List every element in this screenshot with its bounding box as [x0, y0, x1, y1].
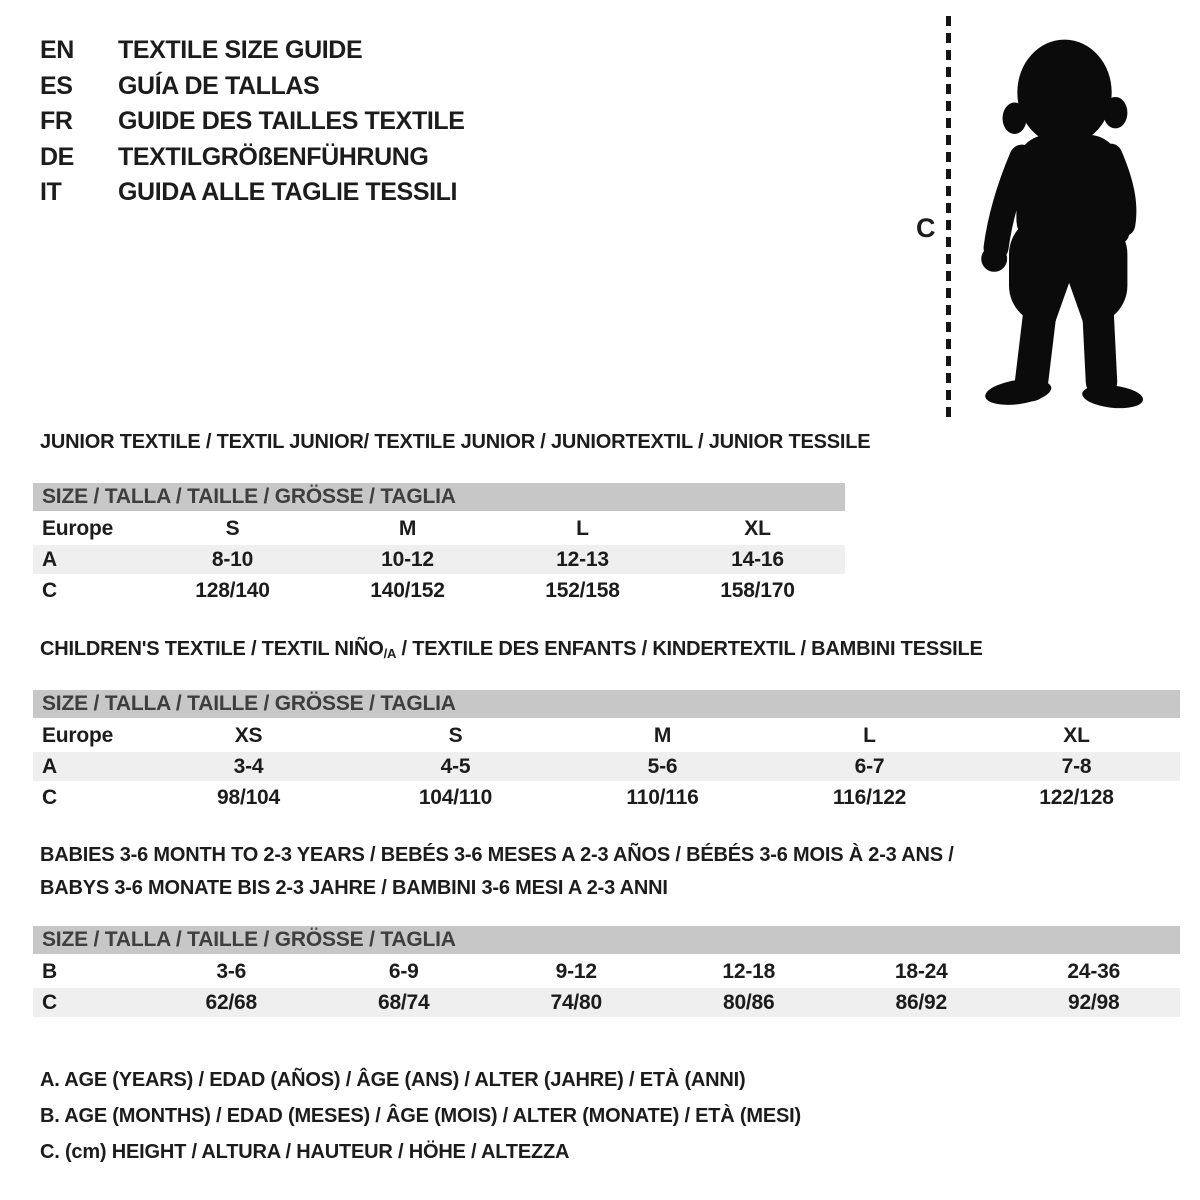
language-row-fr [40, 104, 465, 140]
junior-section-title: JUNIOR TEXTILE / TEXTIL JUNIOR/ TEXTILE JUNIOR / JUNIORTEXTIL / JUNIOR TESSILE [40, 431, 871, 453]
table-row-age [33, 752, 1180, 781]
height-cell: 110/116 [626, 785, 699, 809]
guide-title-fr: GUIDE DES TAILLES TEXTILE [118, 107, 465, 136]
height-cell: 158/170 [720, 578, 795, 602]
height-cell: 140/152 [370, 578, 445, 602]
children-title-rest: / TEXTILE DES ENFANTS / KINDERTEXTIL / BAMBINI TESSILE [396, 638, 983, 660]
size-cell: S [225, 516, 240, 540]
guide-title-it: GUIDA ALLE TAGLIE TESSILI [118, 178, 458, 207]
age-cell: 10-12 [381, 547, 434, 571]
size-header-bar: SIZE / TALLA / TAILLE / GRÖSSE / TAGLIA [33, 483, 845, 511]
row-label: B [42, 959, 57, 983]
table-row-age [33, 545, 845, 574]
children-size-table [33, 690, 1180, 814]
language-code: DE [40, 142, 74, 171]
language-code: FR [40, 107, 73, 136]
language-code: EN [40, 36, 74, 65]
height-cell: 116/122 [832, 785, 907, 809]
height-measure-dashed-line [946, 16, 951, 418]
table-row-age-months [33, 957, 1180, 986]
table-row-height [33, 783, 1180, 812]
size-header-bar: SIZE / TALLA / TAILLE / GRÖSSE / TAGLIA [33, 690, 1180, 718]
language-row-es [40, 69, 465, 105]
age-cell: 7-8 [1061, 754, 1092, 778]
height-cell: 74/80 [550, 990, 603, 1014]
age-cell: 6-9 [388, 959, 419, 983]
children-section-title [40, 638, 983, 661]
size-cell: M [653, 723, 672, 747]
language-code: IT [40, 178, 62, 207]
size-cell: L [576, 516, 589, 540]
children-title-main: CHILDREN'S TEXTILE / TEXTIL NIÑO [40, 638, 384, 660]
legend-line-a: A. AGE (YEARS) / EDAD (AÑOS) / ÂGE (ANS) / ALTER (JAHRE) / ETÀ (ANNI) [40, 1069, 746, 1091]
row-label: Europe [42, 723, 114, 747]
row-label: C [42, 785, 57, 809]
size-cell: XL [1063, 723, 1090, 747]
table-row-height [33, 988, 1180, 1017]
babies-section-title-line1: BABIES 3-6 MONTH TO 2-3 YEARS / BEBÉS 3-6 MESES A 2-3 AÑOS / BÉBÉS 3-6 MOIS À 2-3 ANS / [40, 844, 954, 866]
table-row-europe [33, 721, 1180, 750]
height-cell: 92/98 [1067, 990, 1120, 1014]
babies-section-title-line2: BABYS 3-6 MONATE BIS 2-3 JAHRE / BAMBINI 3-6 MESI A 2-3 ANNI [40, 877, 668, 899]
age-cell: 12-13 [556, 547, 609, 571]
age-cell: 4-5 [440, 754, 471, 778]
age-cell: 3-6 [216, 959, 247, 983]
height-cell: 86/92 [895, 990, 948, 1014]
size-cell: XL [744, 516, 771, 540]
table-row-height [33, 576, 845, 605]
toddler-silhouette-image [972, 20, 1157, 420]
age-cell: 9-12 [555, 959, 597, 983]
language-list [40, 33, 465, 211]
size-cell: S [448, 723, 463, 747]
junior-size-table [33, 483, 845, 607]
size-header-bar: SIZE / TALLA / TAILLE / GRÖSSE / TAGLIA [33, 926, 1180, 954]
language-code: ES [40, 71, 73, 100]
height-cell: 98/104 [216, 785, 281, 809]
legend-line-c: C. (cm) HEIGHT / ALTURA / HAUTEUR / HÖHE / ALTEZZA [40, 1141, 570, 1163]
height-cell: 104/110 [418, 785, 493, 809]
height-cell: 122/128 [1039, 785, 1114, 809]
row-label: A [42, 547, 57, 571]
table-row-europe [33, 514, 845, 543]
height-cell: 128/140 [195, 578, 270, 602]
guide-title-es: GUÍA DE TALLAS [118, 71, 320, 100]
height-cell: 152/158 [545, 578, 620, 602]
size-cell: M [398, 516, 417, 540]
legend [40, 1062, 801, 1170]
age-cell: 14-16 [731, 547, 784, 571]
row-label: C [42, 990, 57, 1014]
guide-title-en: TEXTILE SIZE GUIDE [118, 36, 363, 65]
size-cell: XS [234, 723, 263, 747]
age-cell: 5-6 [647, 754, 678, 778]
age-cell: 6-7 [854, 754, 885, 778]
height-cell: 62/68 [205, 990, 258, 1014]
height-measure-label: C [916, 213, 936, 243]
language-row-it [40, 175, 465, 211]
guide-title-de: TEXTILGRÖßENFÜHRUNG [118, 142, 429, 171]
language-row-en [40, 33, 465, 69]
legend-line-b: B. AGE (MONTHS) / EDAD (MESES) / ÂGE (MOIS) / ALTER (MONATE) / ETÀ (MESI) [40, 1105, 801, 1127]
height-cell: 80/86 [722, 990, 775, 1014]
age-cell: 12-18 [722, 959, 776, 983]
language-row-de [40, 140, 465, 176]
row-label: C [42, 578, 57, 602]
age-cell: 8-10 [211, 547, 254, 571]
height-cell: 68/74 [377, 990, 430, 1014]
age-cell: 24-36 [1067, 959, 1121, 983]
babies-size-table [33, 926, 1180, 1019]
row-label: Europe [42, 516, 114, 540]
age-cell: 3-4 [233, 754, 264, 778]
size-cell: L [863, 723, 876, 747]
children-title-sub: /A [383, 646, 397, 661]
row-label: A [42, 754, 57, 778]
age-cell: 18-24 [894, 959, 948, 983]
